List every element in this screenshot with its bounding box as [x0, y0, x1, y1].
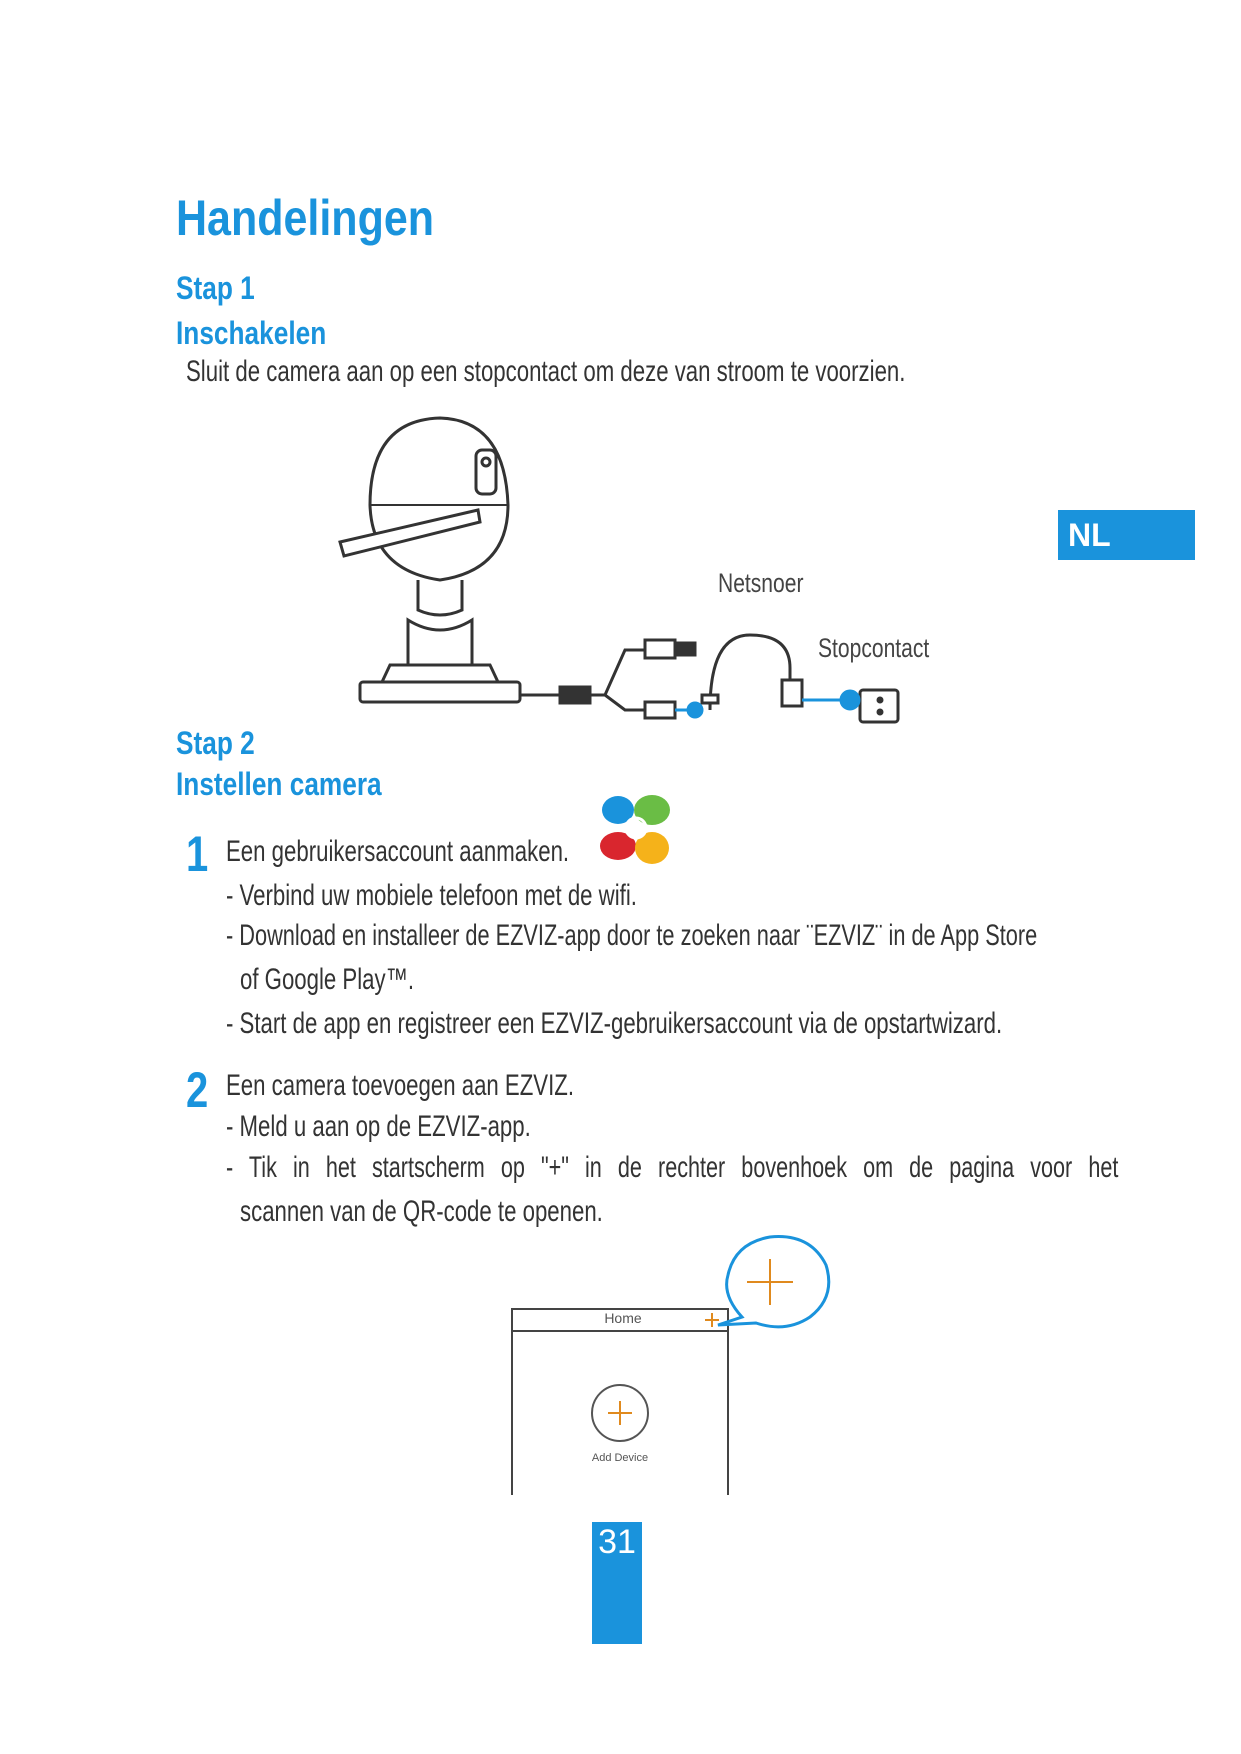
phone-header-label: Home: [604, 1310, 642, 1326]
phone-screen-figure: [510, 1235, 830, 1495]
language-badge: NL: [1058, 510, 1195, 560]
item1-title: Een gebruikersaccount aanmaken.: [226, 835, 570, 868]
item1-line3: of Google Play™.: [240, 963, 414, 996]
step1-title: Inschakelen: [176, 315, 327, 351]
page-title: Handelingen: [176, 190, 435, 246]
item2-line1: - Meld u aan op de EZVIZ-app.: [226, 1110, 531, 1143]
add-device-label: Add Device: [591, 1452, 649, 1464]
item2-title: Een camera toevoegen aan EZVIZ.: [226, 1069, 575, 1102]
step2-title: Instellen camera: [176, 766, 382, 802]
item1-line2: - Download en installeer de EZVIZ-app door te zoeken naar ¨EZVIZ¨ in de App Store: [226, 919, 1038, 952]
label-stopcontact: Stopcontact: [818, 633, 930, 663]
item1-number: 1: [186, 826, 209, 882]
step1-text: Sluit de camera aan op een stopcontact om deze van stroom te voorzien.: [186, 355, 906, 388]
step1-label: Stap 1: [176, 270, 255, 306]
label-netsnoer: Netsnoer: [718, 568, 804, 598]
item1-line4: - Start de app en registreer een EZVIZ-gebruikersaccount via de opstartwizard.: [226, 1007, 1003, 1040]
item2-line2: - Tik in het startscherm op "+" in de rechter bovenhoek om de pagina voor het: [226, 1151, 1119, 1184]
item2-number: 2: [186, 1062, 209, 1118]
step2-label: Stap 2: [176, 725, 255, 761]
item2-line3: scannen van de QR-code te openen.: [240, 1195, 603, 1228]
page-number: 31: [598, 1523, 636, 1561]
item1-line1: - Verbind uw mobiele telefoon met de wifi.: [226, 879, 637, 912]
camera-connection-figure: [330, 410, 930, 740]
ezviz-logo-icon: [596, 790, 676, 868]
